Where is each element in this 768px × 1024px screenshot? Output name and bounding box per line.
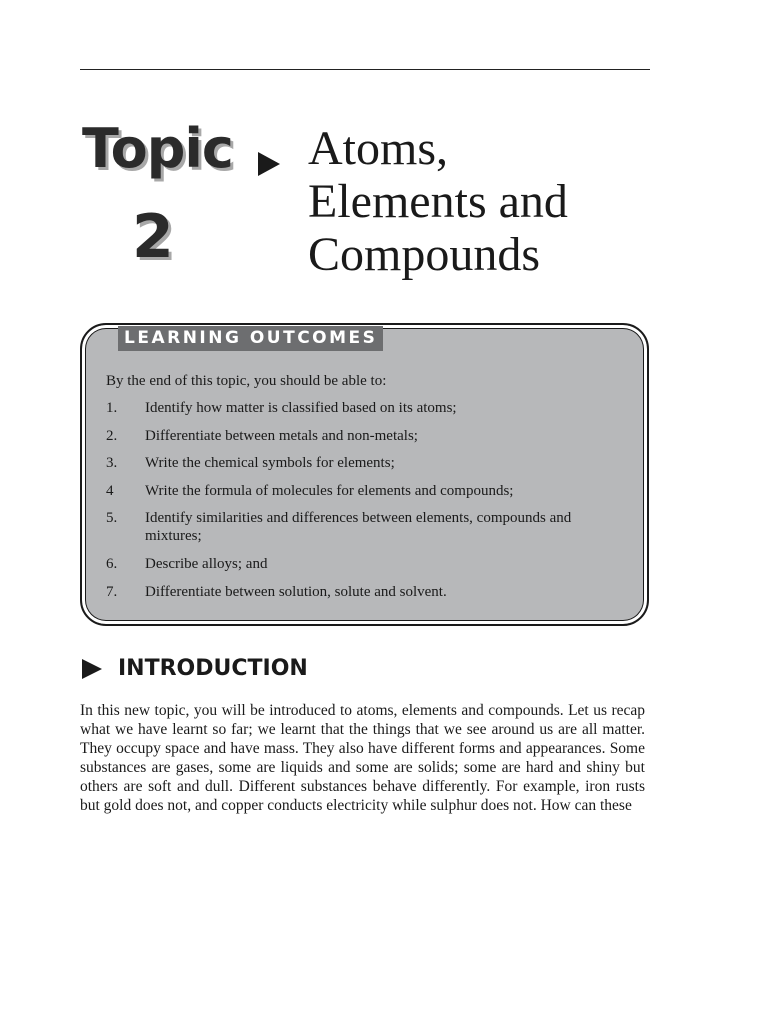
- item-number: 6.: [106, 556, 118, 572]
- topic-number: 2: [132, 202, 174, 272]
- item-number: 1.: [106, 400, 118, 416]
- top-rule: [80, 69, 650, 70]
- item-text: Identify similarities and differences between elements, compounds and mixtures;: [145, 510, 572, 544]
- chapter-title-line: Compounds: [308, 228, 541, 281]
- item-text: Differentiate between solution, solute and solvent.: [145, 584, 447, 600]
- section-heading: INTRODUCTION: [118, 656, 308, 681]
- item-text: Write the chemical symbols for elements;: [145, 455, 395, 471]
- learning-outcomes-box: [80, 323, 649, 626]
- item-text: Differentiate between metals and non-metals;: [145, 428, 418, 444]
- item-number: 2.: [106, 428, 118, 444]
- learning-outcomes-label: LEARNING OUTCOMES: [118, 326, 383, 351]
- item-number: 3.: [106, 455, 118, 471]
- learning-outcome-item: [106, 399, 630, 417]
- learning-outcome-item: [106, 509, 630, 545]
- item-text: Describe alloys; and: [145, 556, 268, 572]
- learning-outcome-item: [106, 427, 630, 445]
- item-text: Write the formula of molecules for elements and compounds;: [145, 483, 514, 499]
- chapter-title-line: Elements and: [308, 175, 568, 228]
- learning-outcome-item: [106, 482, 630, 500]
- item-number: 5.: [106, 510, 118, 526]
- item-number: 4: [106, 483, 114, 499]
- play-arrow-icon: [82, 659, 102, 679]
- learning-outcome-item: [106, 555, 630, 573]
- item-number: 7.: [106, 584, 118, 600]
- learning-outcomes-intro: By the end of this topic, you should be able to:: [106, 373, 387, 389]
- play-arrow-icon: [258, 152, 280, 176]
- chapter-title: [308, 122, 568, 281]
- topic-label: Topic: [82, 117, 233, 180]
- item-text: Identify how matter is classified based on its atoms;: [145, 400, 457, 416]
- learning-outcome-item: [106, 583, 630, 601]
- introduction-paragraph: In this new topic, you will be introduced to atoms, elements and compounds. Let us recap what we have learnt so far; we learnt that the things that we see around us are all matter. They occupy space and have mass. They also have different forms and appearances. Some substances are gases, some are liquids and some are solids; some are hard and shiny but others are soft and dull. Different substances behave differently. For example, iron rusts but gold does not, and copper conducts electricity while sulphur does not. How can these: [80, 702, 645, 814]
- chapter-title-line: Atoms,: [308, 122, 449, 175]
- learning-outcome-item: [106, 454, 630, 472]
